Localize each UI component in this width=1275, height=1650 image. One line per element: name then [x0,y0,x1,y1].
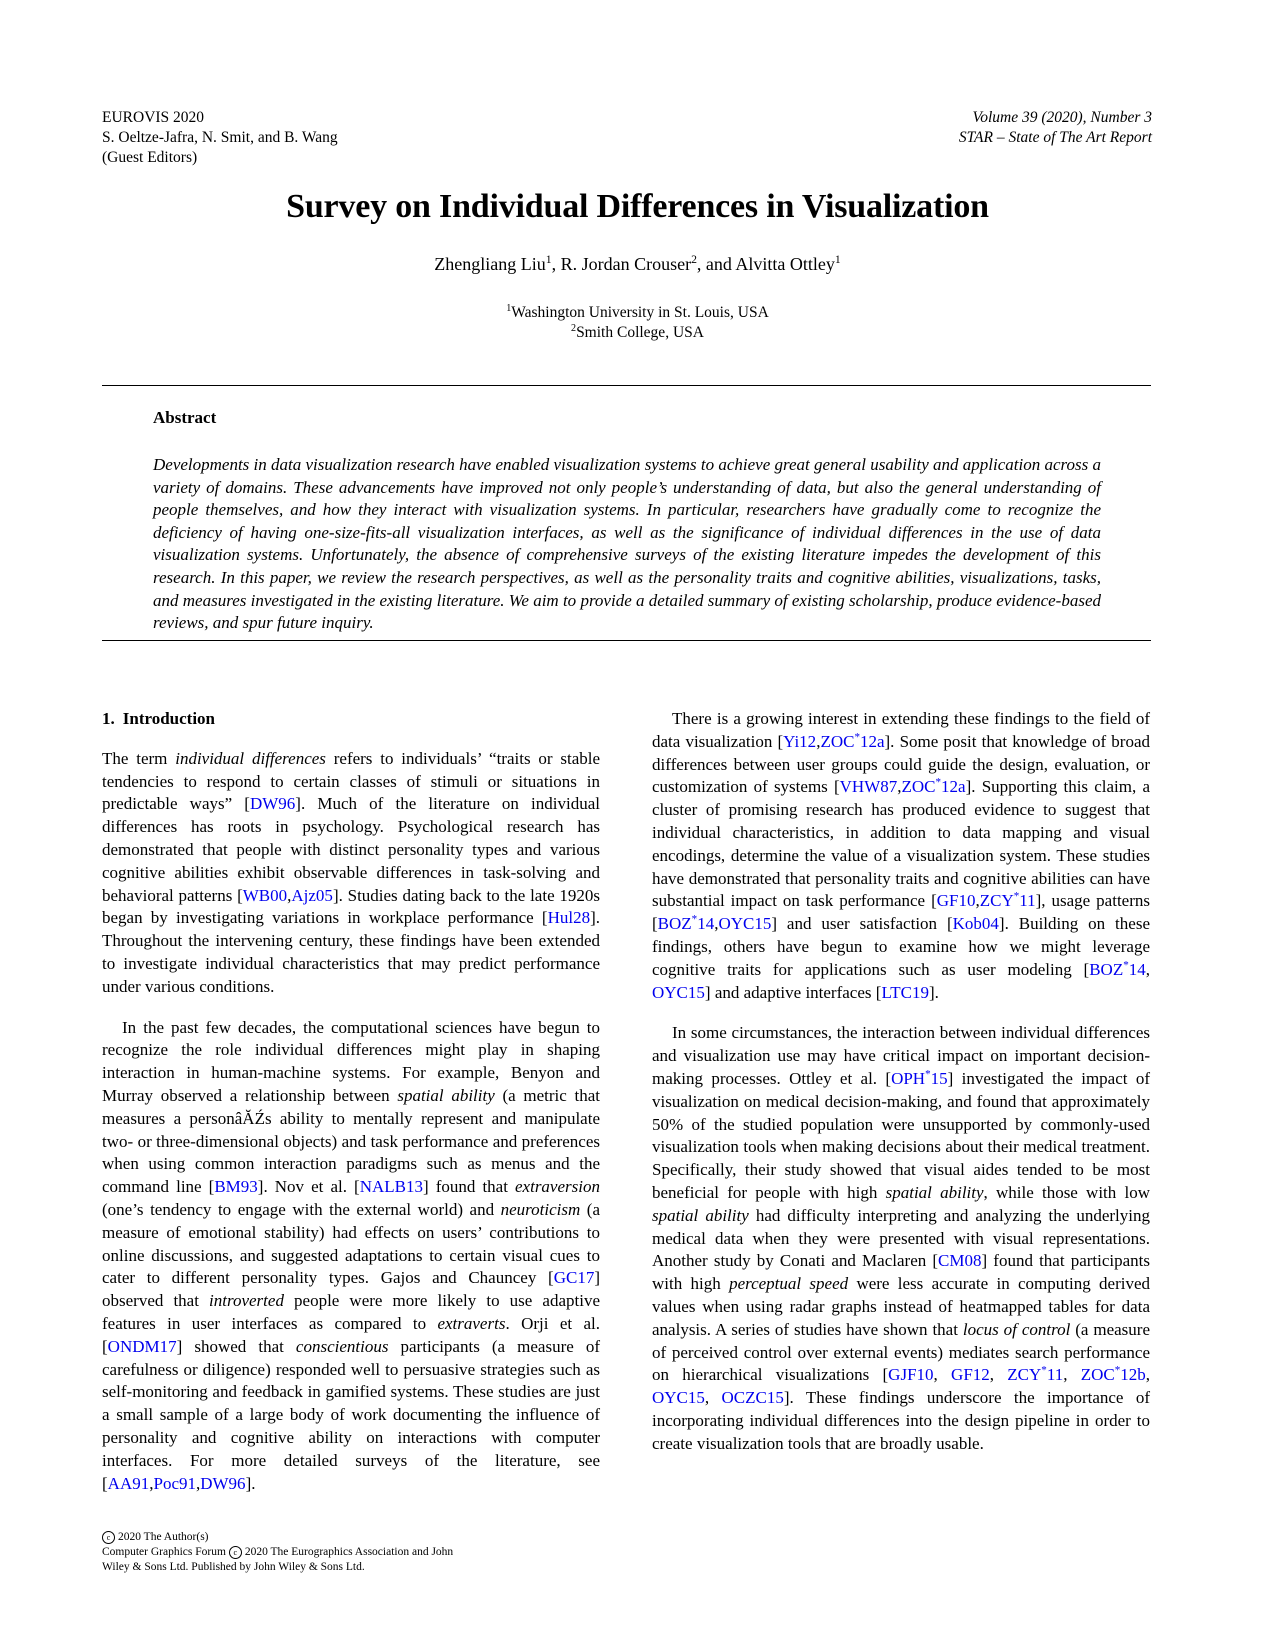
affiliation-number: 2 [571,322,577,334]
copyright-icon: c [102,1531,115,1544]
citation-link[interactable]: CM08 [938,1251,982,1271]
emphasized-term: introverted [209,1291,284,1311]
citation-link[interactable]: BOZ*14 [1089,959,1146,979]
copyright-icon: c [229,1546,242,1559]
journal-header-right [959,108,1152,148]
right-paragraphs [652,708,1150,1456]
conference-name: EUROVIS 2020 [102,109,205,126]
citation-link[interactable]: AA91 [107,1473,150,1493]
section-number: 1. [102,709,115,728]
citation-link[interactable]: Hul28 [547,908,591,928]
journal-name: Computer Graphics Forum [102,1546,226,1558]
author-affiliation-mark: 1 [834,253,841,266]
affiliation-name: Smith College, USA [576,324,704,341]
affiliation [0,303,1275,323]
citation-link[interactable]: ONDM17 [107,1336,177,1356]
body-paragraph: There is a growing interest in extending these findings to the field of data visualization [Yi12,ZOC*12a]. Some posit that knowledge of broad differences between user groups could guide the design, evaluation, or customization of systems [VHW87,ZOC*12a]. Supporting this claim, a cluster of promising research has produced evidence to suggest that individual characteristics, in addition to data mapping and visual encodings, determine the value of a visualization system. These studies have demonstrated that personality traits and cognitive abilities can have substantial impact on task performance [GF10,ZCY*11], usage patterns [BOZ*14,OYC15] and user satisfaction [Kob04]. Building on these findings, others have begun to examine how we might leverage cognitive traits for applications such as user modeling [BOZ*14, OYC15] and adaptive interfaces [LTC19]. [652,709,1151,1002]
citation-link[interactable]: OCZC15 [721,1388,784,1408]
citation-link[interactable]: ZOC*12b [1080,1364,1146,1385]
author-separator: , and [696,254,736,274]
emphasized-term: perceptual speed [729,1274,849,1294]
citation-link[interactable]: Ajz05 [291,885,333,905]
citation-link[interactable]: ZOC*12a [901,776,966,797]
citation-link[interactable]: GF12 [951,1365,990,1385]
emphasized-term: neuroticism [500,1199,581,1219]
affiliation-name: Washington University in St. Louis, USA [511,304,769,321]
affiliation [0,323,1275,343]
body-paragraph: In some circumstances, the interaction between individual differences and visualization use may have critical impact on important decision-making processes. Ottley et al. [OPH*15] investigated the impact of visualization on medical decision-making, and found that approximately 50% of the studied population were unsupported by commonly-used visualization tools when making decisions about their medical treatment. Specifically, their study showed that visual aides tended to be most beneficial for people with high spatial ability, while those with low spatial ability had difficulty interpreting and analyzing the underlying medical data when they were presented with visual representations. Another study by Conati and Maclaren [CM08] found that participants with high perceptual speed were less accurate in computing derived values when using radar graphs instead of heatmapped tables for data analysis. A series of studies have shown that locus of control (a measure of perceived control over external events) mediates search performance on hierarchical visualizations [GJF10, GF12, ZCY*11, ZOC*12b, OYC15, OCZC15]. These findings underscore the importance of incorporating individual differences into the design pipeline in order to create visualization tools that are broadly usable. [652,1023,1151,1453]
citation-link[interactable]: DW96 [249,794,296,814]
author-list [0,254,1275,275]
emphasized-term: extraverts [437,1313,506,1333]
abstract-top-rule [102,385,1151,386]
abstract-bottom-rule [102,640,1151,641]
body-paragraph: In the past few decades, the computational sciences have begun to recognize the role individual differences might play in shaping interaction in human-machine systems. For example, Benyon and Murray observed a relationship between spatial ability (a metric that measures a personâĂŹs ability to mentally represent and manipulate two- or three-dimensional objects) and task performance and preferences when using common interaction paradigms such as menus and the command line [BM93]. Nov et al. [NALB13] found that extraversion (one’s tendency to engage with the external world) and neuroticism (a measure of emotional stability) had effects on users’ contributions to online discussions, and suggested adaptations to certain visual cues to cater to different personality types. Gajos and Chauncey [GC17] observed that introverted people were more likely to use adaptive features in user interfaces as compared to extraverts. Orji et al. [ONDM17] showed that conscientious participants (a measure of carefulness or diligence) responded well to persuasive strategies such as self-monitoring and feedback in gamified systems. These studies are just a small sample of a large body of work documenting the influence of personality and cognitive ability on interactions with computer interfaces. For more detailed surveys of the literature, see [AA91,Poc91,DW96]. [102,1017,601,1493]
copyright-footer [102,1530,453,1575]
author-affiliation-mark: 2 [691,253,697,266]
citation-link[interactable]: LTC19 [881,982,929,1002]
citation-link[interactable]: OYC15 [718,914,772,934]
citation-link[interactable]: BOZ*14 [657,913,715,934]
guest-editors-label: (Guest Editors) [102,149,198,166]
paper-title: Survey on Individual Differences in Visualization [286,188,989,225]
emphasized-term: spatial ability [397,1085,495,1105]
affiliation-list [0,303,1275,343]
emphasized-term: extraversion [515,1177,600,1197]
right-column [652,708,1150,1474]
citation-link[interactable]: VHW87 [839,777,898,797]
emphasized-term: spatial ability [652,1205,749,1225]
emphasized-term: conscientious [295,1336,389,1356]
emphasized-term: individual differences [175,748,326,768]
section-title: Introduction [122,709,216,728]
abstract-text: Developments in data visualization research have enabled visualization systems to achieve great general usability and application across a variety of domains. These advancements have improved not only people’s understanding of data, but also the general understanding of people themselves, and how they interact with visualization systems. In particular, researchers have gradually come to recognize the deficiency of having one-size-fits-all visualization interfaces, as well as the significance of individual differences in the use of data visualization systems. Unfortunately, the absence of comprehensive surveys of the existing literature impedes the development of this research. In this paper, we review the research perspectives, as well as the personality traits and cognitive abilities, visualizations, tasks, and measures investigated in the existing literature. We aim to provide a detailed summary of existing scholarship, produce evidence-based reviews, and spur future inquiry. [153,455,1101,633]
copyright-publisher-text: 2020 The Eurographics Association and John [244,1546,454,1558]
abstract-heading: Abstract [153,408,217,427]
citation-link[interactable]: Poc91 [153,1473,196,1493]
copyright-authors-text: 2020 The Author(s) [118,1531,209,1543]
section-heading [102,708,600,731]
citation-link[interactable]: NALB13 [359,1177,423,1197]
citation-link[interactable]: GC17 [553,1268,595,1288]
citation-link[interactable]: ZCY*11 [1007,1364,1064,1385]
publisher-line: Wiley & Sons Ltd. Published by John Wiley & Sons Ltd. [102,1561,365,1573]
author-name: Zhengliang Liu [434,254,546,274]
emphasized-term: spatial ability [885,1182,984,1202]
citation-link[interactable]: ZOC*12a [820,731,885,751]
left-paragraphs [102,748,600,1496]
volume-info: Volume 39 (2020), Number 3 [972,109,1152,126]
citation-link[interactable]: GJF10 [888,1365,934,1385]
journal-header-left [102,108,338,168]
citation-link[interactable]: WB00 [242,885,288,905]
copyright-line-authors [102,1530,453,1545]
left-column [102,708,600,1513]
copyright-line-publisher [102,1545,453,1560]
citation-link[interactable]: OYC15 [652,1388,705,1408]
report-type: STAR – State of The Art Report [958,129,1152,146]
emphasized-term: locus of control [962,1319,1071,1339]
affiliation-number: 1 [506,302,512,314]
citation-link[interactable]: OPH*15 [891,1068,948,1088]
citation-link[interactable]: Yi12 [783,731,817,751]
citation-link[interactable]: GF10 [936,891,976,911]
citation-link[interactable]: ZCY*11 [979,890,1036,911]
author-name: Alvitta Ottley [735,254,835,274]
author-affiliation-mark: 1 [545,253,552,266]
citation-link[interactable]: Kob04 [952,914,999,934]
body-paragraph: The term individual differences refers to individuals’ “traits or stable tendencies to respond to certain classes of stimuli or situations in predictable ways” [DW96]. Much of the literature on individual differences has roots in psychology. Psychological research has demonstrated that people with distinct personality types and various cognitive abilities exhibit observable differences in task-solving and behavioral patterns [WB00,Ajz05]. Studies dating back to the late 1920s began by investigating variations in workplace performance [Hul28]. Throughout the intervening century, these findings have been extended to investigate individual characteristics that may predict performance under various conditions. [102,748,601,996]
citation-link[interactable]: DW96 [200,1473,246,1493]
citation-link[interactable]: OYC15 [652,982,705,1002]
author-name: R. Jordan Crouser [560,254,692,274]
guest-editors-names: S. Oeltze-Jafra, N. Smit, and B. Wang [102,129,338,146]
author-separator: , [551,254,561,274]
citation-link[interactable]: BM93 [214,1177,258,1197]
